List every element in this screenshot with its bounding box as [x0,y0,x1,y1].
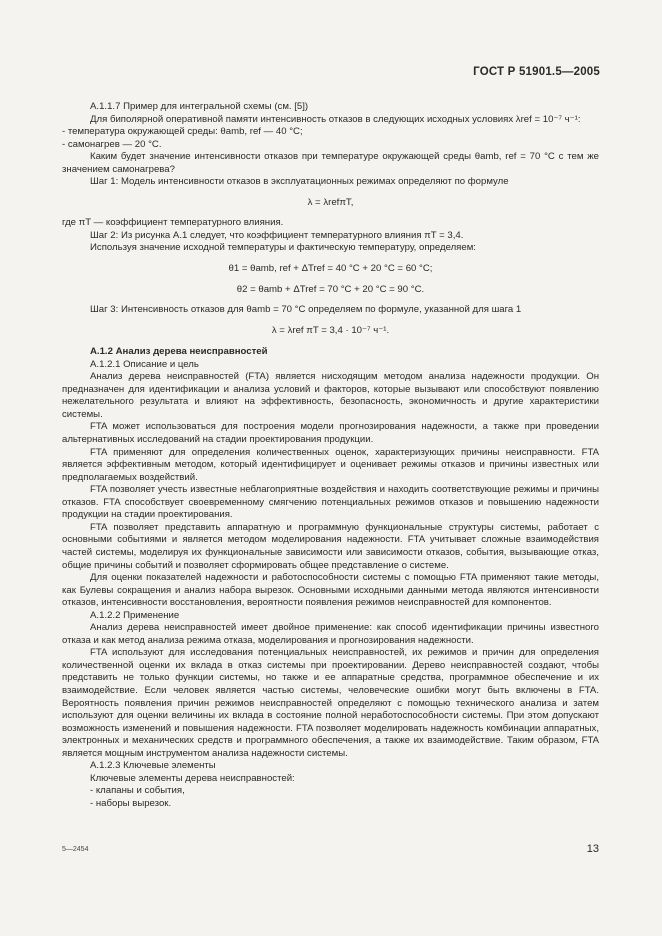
paragraph: Анализ дерева неисправностей (FTA) является нисходящим методом анализа надежности продукции. Он предназначен для идентификации и анализа условий и факторов, которые вызывают или способствуют появлению нежелательного результата и влияют на эффективность, безопасность, экономичность и другие характеристики системы. [62,371,599,420]
conditions-intro: Для биполярной оперативной памяти интенсивность отказов в следующих исходных условиях λref = 10⁻⁷ ч⁻¹: [90,113,581,125]
list-item: - клапаны и события, [90,785,185,797]
paragraph: Анализ дерева неисправностей имеет двойное применение: как способ идентификации причины известного отказа и как метод анализа режима отказа, моделирования и прогнозирования надежности. [62,622,599,646]
formula-where: где πT — коэффициент температурного влияния. [62,217,284,229]
paragraph: Для оценки показателей надежности и работоспособности системы с помощью FTA применяют такие методы, как Булевы сокращения и анализ набора вырезок. Основными исходными данными метода являются интенсивности отказов, интенсивности восстановления, вероятности появления режимов неисправностей для компонентов. [62,572,599,609]
paragraph: FTA применяют для определения количественных оценок, характеризующих причины неисправности. FTA является эффективным методом, который идентифицирует и оценивает режимы отказов и причины известных или предполагаемых воздействий. [62,446,599,483]
formula-4: λ = λref πT = 3,4 · 10⁻⁷ ч⁻¹. [271,324,390,336]
document-id: ГОСТ Р 51901.5—2005 [473,66,600,78]
formula-1: λ = λrefπT, [307,196,354,208]
step-1: Шаг 1: Модель интенсивности отказов в эксплуатационных режимах определяют по формуле [90,176,509,188]
paragraph: FTA позволяет учесть известные неблагоприятные воздействия и находить соответствующие режимы и причины отказов. FTA способствует своевременному смягчению потенциальных режимов отказов и повышению надежности продукции на стадии проектирования. [62,484,599,521]
section-title-fta: А.1.2 Анализ дерева неисправностей [90,346,268,358]
condition-temperature: - температура окружающей среды: θamb, ref — 40 °C; [62,126,303,138]
list-item: - наборы вырезок. [90,797,172,809]
step-2-continued: Используя значение исходной температуры и фактическую температуру, определяем: [90,242,476,254]
page-body [62,101,599,810]
condition-self-heating: - самонагрев — 20 °C. [62,138,162,150]
subsection-title-description: А.1.2.1 Описание и цель [90,358,199,370]
subsection-title-application: А.1.2.2 Применение [90,609,180,621]
example-question: Каким будет значение интенсивности отказов при температуре окружающей среды θamb, ref = 70 °C с тем же значением самонагрева? [62,151,599,175]
page-number: 13 [586,843,599,855]
formula-2: θ1 = θamb, ref + ΔTref = 40 °C + 20 °C = 60 °C; [228,263,433,275]
print-code: 5—2454 [62,846,89,853]
paragraph: FTA позволяет представить аппаратную и программную функциональные структуры системы, работает с основными событиями и является методом моделирования надежности. FTA учитывает сложные взаимодействия частей системы, моделируя их функциональные зависимости или зависимости отказов, события, вызывающие отказ, общие причины событий и позволяет сформировать общее представление о системе. [62,521,599,571]
example-title: А.1.1.7 Пример для интегральной схемы (см. [5]) [90,101,309,112]
step-2: Шаг 2: Из рисунка А.1 следует, что коэффициент температурного влияния πT = 3,4. [90,229,464,241]
paragraph: FTA используют для исследования потенциальных неисправностей, их режимов и причин для определения количественной оценки их вклада в отказ системы при проектировании. Дерево неисправностей создают, чтобы представить не только функции системы, но также и ее аппаратные средства, программное обеспечение и их взаимодействие. Если человек является частью системы, человеческие ошибки могут быть включены в FTA. Вероятность появления причин режимов неисправностей определяют с помощью технического анализа и затем используют для оценки величины их вклада в состояние полной неработоспособности системы. При этом допускают возможность изменений и повышения надежности. FTA позволяет моделировать надежность комбинации аппаратных, электронных и механических средств и программного обеспечения, а также их взаимодействие. Таким образом, FTA является мощным инструментом анализа надежности системы. [62,647,599,759]
paragraph: FTA может использоваться для построения модели прогнозирования надежности, а также при проведении альтернативных исследований на стадии проектирования продукции. [62,421,599,446]
paragraph: Ключевые элементы дерева неисправностей: [90,772,295,784]
subsection-title-key-elements: А.1.2.3 Ключевые элементы [90,760,216,772]
formula-3: θ2 = θamb + ΔTref = 70 °C + 20 °C = 90 °C. [236,283,425,295]
step-3: Шаг 3: Интенсивность отказов для θamb = 70 °C определяем по формуле, указанной для шага 1 [90,304,522,316]
